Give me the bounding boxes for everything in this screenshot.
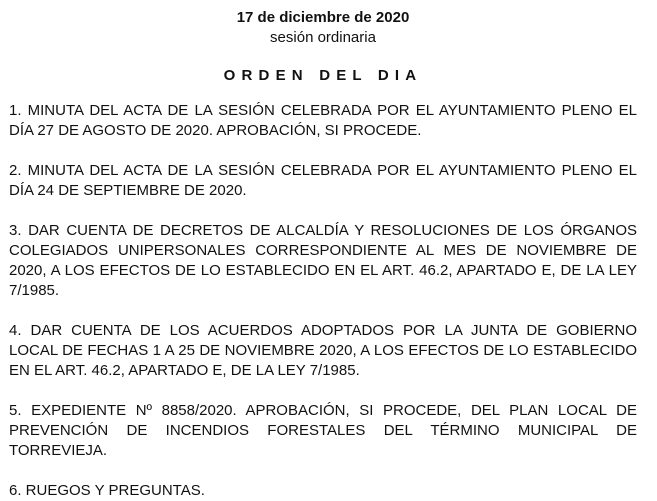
agenda-item-4: 4. DAR CUENTA DE LOS ACUERDOS ADOPTADOS POR LA JUNTA DE GOBIERNO LOCAL DE FECHAS 1 A 25 DE NOVIEMBRE 2020, A LOS EFECTOS DE LO ESTABLECIDO EN EL ART. 46.2, APARTADO E, DE LA LEY 7/1985. (9, 322, 637, 379)
agenda-item-6: 6. RUEGOS Y PREGUNTAS. (9, 482, 205, 499)
agenda-item-3: 3. DAR CUENTA DE DECRETOS DE ALCALDÍA Y RESOLUCIONES DE LOS ÓRGANOS COLEGIADOS UNIPERSONALES CORRESPONDIENTE AL MES DE NOVIEMBRE DE 2020, A LOS EFECTOS DE LO ESTABLECIDO EN EL ART. 46.2, APARTADO E, DE LA LEY 7/1985. (9, 222, 637, 299)
agenda-item-1: 1. MINUTA DEL ACTA DE LA SESIÓN CELEBRADA POR EL AYUNTAMIENTO PLENO EL DÍA 27 DE AGOSTO DE 2020. APROBACIÓN, SI PROCEDE. (9, 102, 637, 139)
agenda-heading: ORDEN DEL DIA (223, 67, 423, 84)
session-type: sesión ordinaria (270, 29, 376, 46)
agenda-item-5: 5. EXPEDIENTE Nº 8858/2020. APROBACIÓN, SI PROCEDE, DEL PLAN LOCAL DE PREVENCIÓN DE INCENDIOS FORESTALES DEL TÉRMINO MUNICIPAL DE TORREVIEJA. (9, 402, 637, 459)
agenda-item-2: 2. MINUTA DEL ACTA DE LA SESIÓN CELEBRADA POR EL AYUNTAMIENTO PLENO EL DÍA 24 DE SEPTIEMBRE DE 2020. (9, 162, 637, 199)
session-date: 17 de diciembre de 2020 (236, 9, 410, 26)
agenda-list (9, 101, 637, 501)
document-header (9, 8, 637, 48)
